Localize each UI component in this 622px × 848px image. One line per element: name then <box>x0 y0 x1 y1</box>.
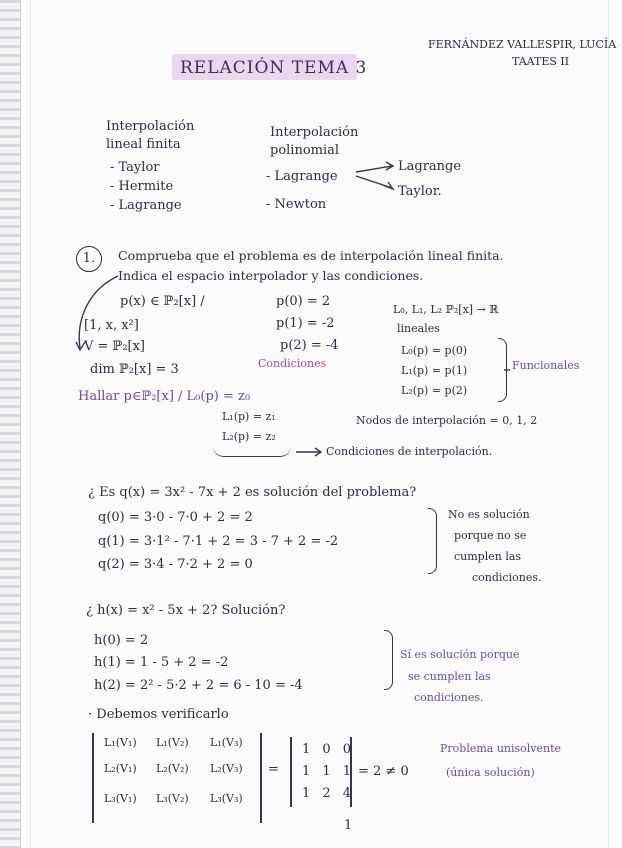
functional-0: L₀(p) = p(0) <box>401 344 468 357</box>
course-name: TAATES II <box>512 55 570 68</box>
h-question: ¿ h(x) = x² - 5x + 2? Solución? <box>86 603 286 618</box>
left-item-hermite: - Hermite <box>110 179 174 194</box>
condiciones-interpolacion: Condiciones de interpolación. <box>326 445 493 458</box>
det-equals: = <box>268 762 279 777</box>
conclusion-2: (única solución) <box>446 766 535 779</box>
q-answer-3: cumplen las <box>454 550 522 563</box>
hallar-statement: Hallar p∈ℙ₂[x] / L₀(p) = z₀ <box>78 389 251 404</box>
funcionales-label: Funcionales <box>512 359 580 372</box>
v-definition: V = ℙ₂[x] <box>84 339 146 354</box>
m-0-2: L₁(V₃) <box>210 736 243 749</box>
num-row-0: 1 0 0 <box>302 742 356 757</box>
q-answer-2: porque no se <box>454 529 527 542</box>
q-answer-1: No es solución <box>448 508 530 521</box>
arrow-curve-left <box>79 276 118 348</box>
hallar-cond-1: L₁(p) = z₁ <box>222 410 276 423</box>
functionals-head: L₀, L₁, L₂ ℙ₂[x] → ℝ <box>393 303 499 316</box>
right-item-newton: - Newton <box>266 197 327 212</box>
h-answer-1: Sí es solución porque <box>400 648 520 661</box>
arrow-target-lagrange: Lagrange <box>398 159 462 174</box>
author-name: FERNÁNDEZ VALLESPIR, LUCÍA <box>428 38 617 51</box>
num-row-1: 1 1 1 <box>302 764 356 779</box>
basis: [1, x, x²] <box>84 318 139 333</box>
interp-space: p(x) ∈ ℙ₂[x] / <box>120 294 205 309</box>
q-answer-4: condiciones. <box>472 571 542 584</box>
hallar-cond-2: L₂(p) = z₂ <box>222 430 276 443</box>
condition-0: p(0) = 2 <box>276 294 331 309</box>
dimension: dim ℙ₂[x] = 3 <box>90 362 179 377</box>
page-number: 1 <box>344 818 353 833</box>
left-item-lagrange: - Lagrange <box>110 198 182 213</box>
q-row-0: q(0) = 3·0 - 7·0 + 2 = 2 <box>98 510 253 525</box>
arrow-head-curve <box>76 342 85 350</box>
verify-title: · Debemos verificarlo <box>88 707 229 722</box>
q-row-2: q(2) = 3·4 - 7·2 + 2 = 0 <box>98 557 253 572</box>
exercise-number: 1. <box>76 246 102 272</box>
h-row-0: h(0) = 2 <box>94 633 149 648</box>
conclusion-1: Problema unisolvente <box>440 742 562 755</box>
statement-line-2: Indica el espacio interpolador y las condiciones. <box>118 268 424 283</box>
h-answer-2: se cumplen las <box>408 670 491 683</box>
m-2-1: L₃(V₂) <box>156 792 189 805</box>
functional-2: L₂(p) = p(2) <box>401 384 468 397</box>
q-row-1: q(1) = 3·1² - 7·1 + 2 = 3 - 7 + 2 = -2 <box>98 534 339 549</box>
m-1-0: L₂(V₁) <box>104 762 137 775</box>
m-0-0: L₁(V₁) <box>104 736 137 749</box>
m-1-1: L₂(V₂) <box>156 762 189 775</box>
condition-1: p(1) = -2 <box>276 316 335 331</box>
nodos-interpolacion: Nodos de interpolación = 0, 1, 2 <box>356 414 538 427</box>
functional-1: L₁(p) = p(1) <box>401 364 468 377</box>
condiciones-label: Condiciones <box>258 357 327 370</box>
right-title-2: polinomial <box>270 143 340 158</box>
left-title-2: lineal finita <box>106 137 181 152</box>
lineales-label: lineales <box>397 322 440 335</box>
m-1-2: L₂(V₃) <box>210 762 243 775</box>
right-title-1: Interpolación <box>270 125 359 140</box>
m-2-2: L₃(V₃) <box>210 792 243 805</box>
q-question: ¿ Es q(x) = 3x² - 7x + 2 es solución del problema? <box>88 485 417 500</box>
h-row-1: h(1) = 1 - 5 + 2 = -2 <box>94 655 229 670</box>
det-result: = 2 ≠ 0 <box>358 764 409 779</box>
arrow-target-taylor: Taylor. <box>398 184 442 199</box>
left-title-1: Interpolación <box>106 119 195 134</box>
h-answer-3: condiciones. <box>414 691 484 704</box>
statement-line-1: Comprueba que el problema es de interpolación lineal finita. <box>118 248 504 263</box>
left-item-taylor: - Taylor <box>110 160 160 175</box>
page-title: RELACIÓN TEMA 3 <box>180 58 368 78</box>
right-item-lagrange: - Lagrange <box>266 169 338 184</box>
m-0-1: L₁(V₂) <box>156 736 189 749</box>
condition-2: p(2) = -4 <box>280 338 339 353</box>
num-row-2: 1 2 4 <box>302 786 356 801</box>
m-2-0: L₃(V₁) <box>104 792 137 805</box>
h-row-2: h(2) = 2² - 5·2 + 2 = 6 - 10 = -4 <box>94 678 303 693</box>
